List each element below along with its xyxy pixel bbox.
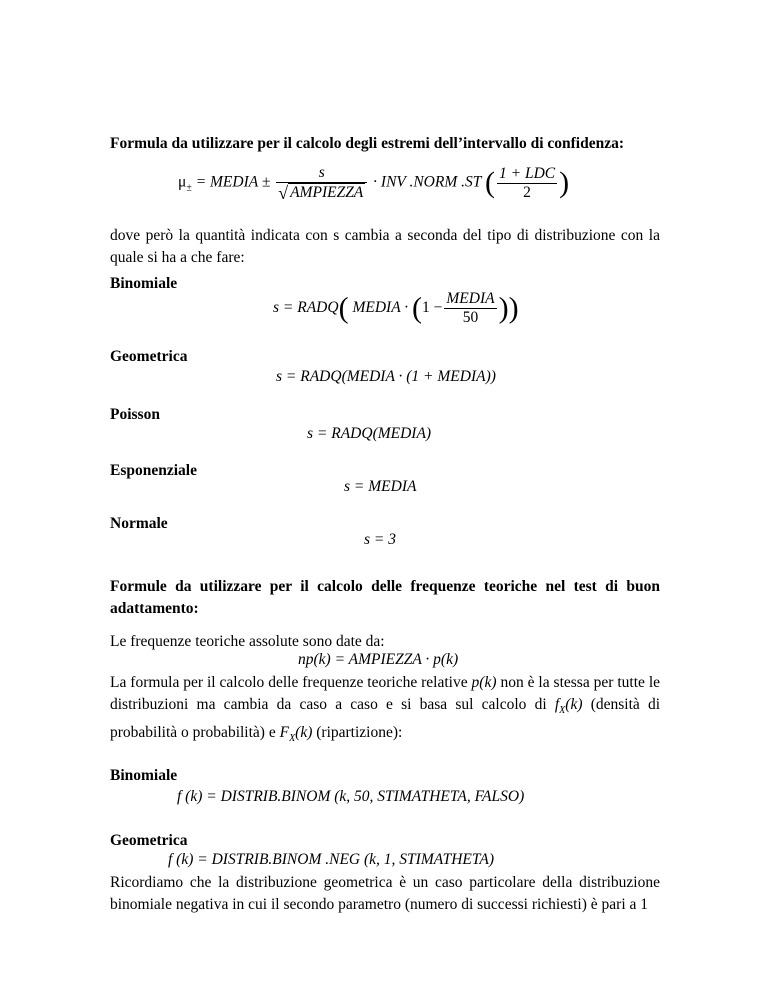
frac-numerator: s [276, 164, 367, 183]
binomiale-fraction [444, 290, 496, 327]
media-pm: = MEDIA ± [195, 173, 271, 191]
text-before-pk: La formula per il calcolo delle frequenze teoriche relative [110, 674, 468, 691]
right-paren-icon: ) [498, 291, 509, 325]
Fx-subscript: X [289, 733, 296, 745]
text-density: (densità di probabilità o probabilità) e [110, 696, 661, 742]
binomiale-one-minus: 1 − [422, 299, 443, 317]
relative-frequency-paragraph [110, 672, 660, 750]
label-esponenziale: Esponenziale [110, 462, 197, 479]
abs-frequency-formula: np(k) = AMPIEZZA · p(k) [298, 651, 459, 668]
mu-symbol: μ [178, 173, 187, 191]
geometric-final-note: Ricordiamo che la distribuzione geometrica è un caso particolare della distribuzione binomiale negativa in cui il secondo parametro (numero di successi richiesti) è pari a 1 [110, 874, 660, 913]
label-geometrica: Geometrica [110, 348, 188, 365]
esponenziale-formula: s = MEDIA [344, 478, 417, 495]
text-ripartizione: (ripartizione): [316, 724, 403, 742]
Fx-symbol: F [279, 724, 290, 742]
label-geometrica-2: Geometrica [110, 832, 188, 849]
frac-denominator [276, 183, 367, 202]
binomiale-denominator: 50 [462, 309, 479, 326]
label-normale: Normale [110, 515, 168, 532]
label-binomiale: Binomiale [110, 275, 178, 292]
fx-symbol: f [554, 696, 560, 713]
left-paren-icon: ( [484, 166, 495, 199]
fx-subscript: X [559, 705, 566, 717]
poisson-formula: s = RADQ(MEDIA) [307, 425, 432, 442]
binomiale-distrib-formula: f (k) = DISTRIB.BINOM (k, 50, STIMATHETA, FALSO) [177, 788, 525, 805]
section2-heading: Formule da utilizzare per il calcolo delle frequenze teoriche nel test di buon adattamento: [110, 578, 660, 617]
right-paren-icon: ) [559, 166, 570, 199]
distribution-note: dove però la quantità indicata con s cambia a seconda del tipo di distribuzione con la quale si ha a che fare: [110, 227, 660, 266]
ldc-fraction [497, 165, 557, 202]
pk-symbol: p(k) [471, 674, 497, 691]
geometrica-distrib-formula: f (k) = DISTRIB.BINOM .NEG (k, 1, STIMATHETA) [168, 851, 494, 868]
binomiale-media: MEDIA · [352, 299, 409, 317]
ldc-denominator: 2 [523, 183, 531, 201]
fx-argument: (k) [565, 696, 583, 713]
s-over-sqrt-fraction [276, 164, 367, 202]
mu-subscript: ± [186, 182, 192, 194]
left-paren-icon: ( [338, 291, 349, 325]
section2-intro: Le frequenze teoriche assolute sono date da: [110, 633, 385, 650]
right-paren-icon: ) [508, 291, 519, 325]
normale-formula: s = 3 [364, 531, 396, 548]
left-paren-icon: ( [412, 291, 423, 325]
binomiale-formula [273, 290, 519, 327]
binomiale-numerator: MEDIA [446, 290, 495, 307]
inv-norm-st: · INV .NORM .ST [373, 173, 482, 191]
section1-heading: Formula da utilizzare per il calcolo degli estremi dell’intervallo di confidenza: [110, 135, 625, 152]
text-after-pk: non è la stessa per tutte le distribuzioni ma cambia da caso a caso e si basa sul calcolo di [110, 674, 661, 713]
Fx-argument: (k) [295, 724, 313, 742]
geometrica-formula: s = RADQ(MEDIA · (1 + MEDIA)) [276, 368, 496, 385]
binomiale-radq: s = RADQ [273, 299, 339, 317]
confidence-formula [178, 164, 569, 202]
label-poisson: Poisson [110, 406, 160, 423]
ldc-numerator: 1 + LDC [498, 164, 556, 182]
sqrt-argument: AMPIEZZA [290, 184, 364, 201]
sqrt-icon: √ [278, 183, 289, 203]
label-binomiale-2: Binomiale [110, 767, 178, 784]
